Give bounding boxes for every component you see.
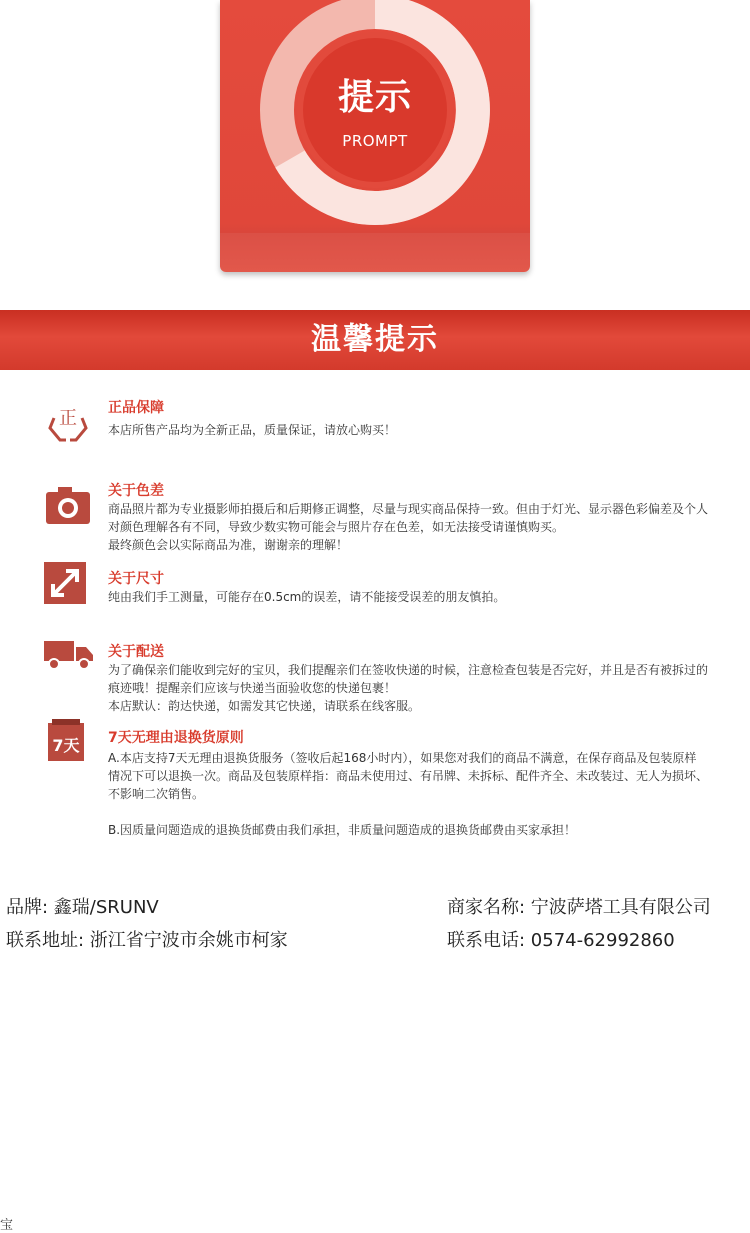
notice-banner: 温馨提示 [0, 310, 750, 370]
section-line: 对颜色理解各有不同，导致少数实物可能会与照片存在色差，如无法接受请谨慎购买。 [108, 520, 565, 534]
section-line: A.本店支持7天无理由退换货服务（签收后起168小时内），如果您对我们的商品不满意，在保存商品及包装原样 [108, 751, 697, 765]
stray-text: 宝 [0, 1218, 14, 1233]
section-line: 本店默认：韵达快递，如需发其它快递，请联系在线客服。 [108, 699, 421, 713]
section-body [108, 421, 738, 439]
section-title: 关于色差 [108, 483, 164, 499]
merchant-info: 商家名称: 宁波萨塔工具有限公司 [447, 897, 711, 918]
section-line: 痕迹哦！提醒亲们应该与快递当面验收您的快递包裹！ [108, 681, 397, 695]
section-title: 关于尺寸 [108, 571, 164, 587]
section-body [108, 749, 738, 803]
address-info: 联系地址: 浙江省宁波市余姚市柯家 [6, 930, 288, 951]
section-title: 正品保障 [108, 400, 164, 416]
section-line: 为了确保亲们能收到完好的宝贝，我们提醒亲们在签收快递的时候，注意检查包装是否完好，并且是否有被拆过的 [108, 663, 709, 677]
section-line: 最终颜色会以实际商品为准，谢谢亲的理解！ [108, 538, 349, 552]
genuine-icon-char: 正 [59, 408, 77, 429]
section-line: B.因质量问题造成的退换货邮费由我们承担，非质量问题造成的退换货邮费由买家承担！ [108, 823, 577, 837]
brand-info: 品牌: 鑫瑞/SRUNV [6, 897, 159, 918]
delivery-truck-icon [44, 639, 94, 671]
prompt-card [220, 0, 530, 272]
card-footer-band [220, 233, 530, 272]
section-body [108, 500, 738, 554]
genuine-hands-icon [44, 400, 92, 448]
section-body [108, 661, 738, 715]
section-line: 商品照片都为专业摄影师拍摄后和后期修正调整，尽量与现实商品保持一致。但由于灯光、显示器色彩偏差及个人 [108, 502, 709, 516]
camera-icon [44, 482, 92, 530]
section-title: 7天无理由退换货原则 [108, 730, 244, 746]
section-line: 情况下可以退换一次。商品及包装原样指：商品未使用过、有吊牌、未拆标、配件齐全、未改装过、无人为损坏、 [108, 769, 709, 783]
prompt-title: 提示 [337, 77, 412, 118]
section-title: 关于配送 [108, 644, 164, 660]
calendar-7-icon [48, 719, 84, 761]
prompt-subtitle: PROMPT [342, 132, 408, 150]
section-body [108, 588, 738, 606]
phone-info: 联系电话: 0574-62992860 [447, 930, 675, 951]
section-line: 本店所售产品均为全新正品，质量保证，请放心购买！ [108, 423, 397, 437]
section-line: 纯由我们手工测量，可能存在0.5cm的误差，请不能接受误差的朋友慎拍。 [108, 590, 506, 604]
section-extra-note [108, 821, 738, 839]
calendar-icon-text: 7天 [52, 736, 80, 755]
section-line: 不影响二次销售。 [108, 787, 205, 801]
resize-arrow-icon [44, 562, 86, 604]
